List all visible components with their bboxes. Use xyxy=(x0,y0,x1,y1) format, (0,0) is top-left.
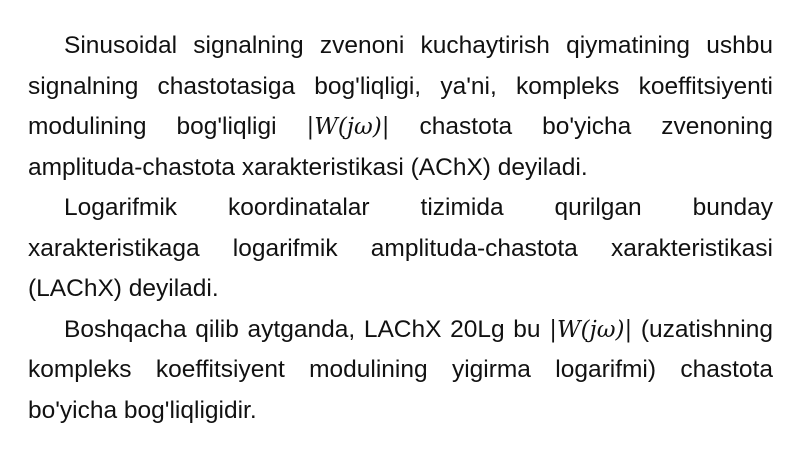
paragraph-text: (uzatishning kompleks koeffitsiyent modulining yigirma logarifmi) chastota bo'yicha bog'liqligidir. xyxy=(28,315,773,424)
modulus-formula: |W(jω)| xyxy=(549,316,633,343)
paragraph-text: Logarifmik koordinatalar tizimida qurilgan bunday xarakteristikaga logarifmik amplituda-chastota xarakteristikasi (LAChX) deyiladi. xyxy=(28,194,773,302)
modulus-formula: |W(jω)| xyxy=(306,114,390,140)
paragraph-achx-definition xyxy=(28,26,773,188)
paragraph-lachx-explanation xyxy=(28,310,773,432)
paragraph-text: Boshqacha qilib aytganda, LAChX 20Lg bu xyxy=(64,315,550,343)
document-body xyxy=(28,26,773,431)
paragraph-lachx-definition xyxy=(28,188,773,310)
paragraph-text: chastota bo'yicha zvenoning amplituda-chastota xarakteristikasi (AChX) deyiladi. xyxy=(28,113,773,181)
paragraph-text: Sinusoidal signalning zvenoni kuchaytirish qiymatining ushbu signalning chastotasiga bog'liqligi, ya'ni, kompleks koeffitsiyenti modulining bog'liqligi xyxy=(28,32,773,140)
